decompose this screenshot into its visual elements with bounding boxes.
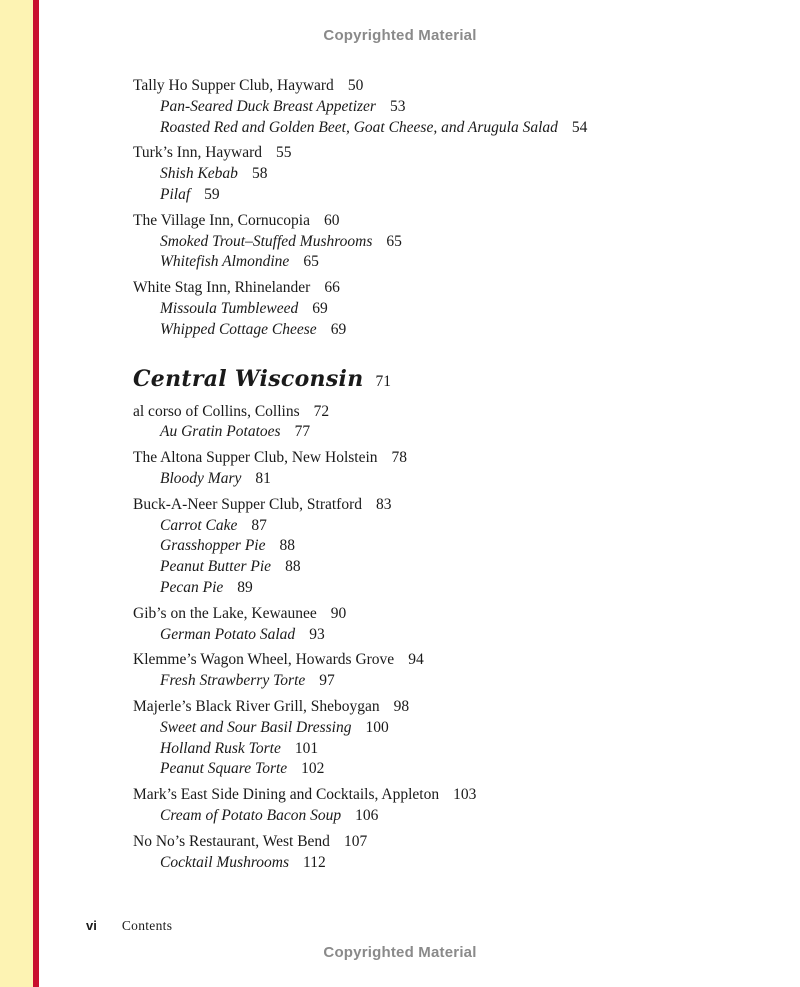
toc-entry-group [133, 402, 733, 444]
recipe-page: 88 [279, 537, 295, 555]
restaurant-page: 55 [276, 144, 292, 162]
watermark-bottom: Copyrighted Material [323, 944, 477, 961]
restaurant-entry [133, 76, 733, 97]
recipe-entry [133, 671, 733, 692]
restaurant-page: 66 [324, 279, 340, 297]
restaurant-name: No No’s Restaurant, West Bend [133, 832, 330, 850]
recipe-name: German Potato Salad [160, 625, 296, 643]
restaurant-name: White Stag Inn, Rhinelander [133, 279, 311, 297]
toc-entries-before [133, 76, 733, 341]
watermark-top: Copyrighted Material [323, 27, 477, 44]
restaurant-page: 83 [376, 495, 392, 513]
recipe-entry [133, 97, 733, 118]
restaurant-entry [133, 448, 733, 469]
restaurant-page: 94 [408, 651, 424, 669]
recipe-name: Shish Kebab [160, 165, 238, 183]
section-title: Central Wisconsin [133, 365, 364, 392]
recipe-name: Pecan Pie [160, 578, 224, 596]
restaurant-entry [133, 143, 733, 164]
recipe-name: Cocktail Mushrooms [160, 853, 290, 871]
recipe-page: 69 [330, 320, 347, 338]
restaurant-page: 72 [313, 402, 330, 420]
recipe-entry [133, 557, 733, 578]
recipe-entry [133, 536, 733, 557]
recipe-name: Carrot Cake [160, 516, 238, 534]
recipe-entry [133, 164, 733, 185]
recipe-name: Peanut Square Torte [160, 760, 288, 778]
toc-entry-group [133, 278, 733, 340]
section-heading [133, 366, 733, 396]
restaurant-entry [133, 697, 733, 718]
restaurant-entry [133, 785, 733, 806]
page-folio: vi [86, 918, 97, 933]
restaurant-name: The Altona Supper Club, New Holstein [133, 449, 378, 467]
recipe-page: 81 [255, 469, 271, 487]
toc-entry-group [133, 697, 733, 780]
recipe-name: Holland Rusk Torte [160, 739, 281, 757]
recipe-name: Roasted Red and Golden Beet, Goat Cheese, and Arugula Salad [160, 118, 558, 136]
red-margin-rule [33, 0, 39, 987]
recipe-name: Pan-Seared Duck Breast Appetizer [160, 97, 376, 115]
recipe-page: 106 [355, 806, 379, 824]
recipe-entry [133, 469, 733, 490]
restaurant-entry [133, 650, 733, 671]
restaurant-page: 50 [347, 77, 364, 94]
recipe-page: 102 [301, 760, 325, 778]
recipe-page: 59 [204, 185, 220, 203]
restaurant-page: 78 [391, 449, 408, 467]
toc-entry-group [133, 495, 733, 599]
restaurant-entry [133, 495, 733, 516]
restaurant-name: Buck-A-Neer Supper Club, Stratford [133, 495, 363, 513]
recipe-name: Missoula Tumbleweed [160, 299, 299, 317]
recipe-name: Grasshopper Pie [160, 537, 266, 555]
footer-label: Contents [121, 918, 173, 933]
recipe-name: Peanut Butter Pie [160, 558, 272, 576]
recipe-page: 53 [389, 97, 406, 115]
page-footer [86, 918, 172, 934]
recipe-entry [133, 516, 733, 537]
recipe-page: 65 [386, 232, 402, 250]
restaurant-entry [133, 211, 733, 232]
restaurant-page: 90 [330, 604, 347, 622]
recipe-name: Whipped Cottage Cheese [160, 320, 317, 338]
recipe-page: 100 [365, 718, 389, 736]
recipe-page: 97 [319, 672, 335, 690]
recipe-entry [133, 853, 733, 874]
recipe-entry [133, 422, 733, 443]
table-of-contents [133, 76, 733, 878]
toc-entries-after [133, 402, 733, 874]
recipe-entry [133, 299, 733, 320]
restaurant-page: 103 [453, 786, 477, 804]
toc-entry-group [133, 448, 733, 490]
recipe-name: Smoked Trout–Stuffed Mushrooms [160, 232, 373, 250]
recipe-entry [133, 806, 733, 827]
recipe-page: 77 [294, 423, 311, 441]
recipe-entry [133, 252, 733, 273]
recipe-entry [133, 739, 733, 760]
restaurant-name: Mark’s East Side Dining and Cocktails, Appleton [133, 786, 440, 804]
restaurant-page: 107 [343, 832, 368, 850]
recipe-page: 101 [294, 739, 319, 757]
recipe-entry [133, 320, 733, 341]
left-margin-band [0, 0, 33, 987]
recipe-entry [133, 759, 733, 780]
toc-entry-group [133, 785, 733, 827]
restaurant-page: 98 [393, 697, 410, 715]
toc-entry-group [133, 143, 733, 205]
section-page: 71 [375, 372, 391, 390]
restaurant-name: Gib’s on the Lake, Kewaunee [133, 604, 317, 622]
toc-entry-group [133, 211, 733, 273]
recipe-page: 89 [237, 578, 253, 596]
recipe-page: 65 [303, 253, 319, 271]
recipe-entry [133, 625, 733, 646]
recipe-entry [133, 718, 733, 739]
toc-entry-group [133, 76, 733, 138]
restaurant-entry [133, 604, 733, 625]
restaurant-name: Turk’s Inn, Hayward [133, 144, 263, 162]
restaurant-name: Klemme’s Wagon Wheel, Howards Grove [133, 651, 395, 669]
recipe-entry [133, 232, 733, 253]
recipe-page: 93 [309, 625, 325, 643]
recipe-name: Sweet and Sour Basil Dressing [160, 718, 352, 736]
toc-entry-group [133, 604, 733, 646]
recipe-name: Pilaf [160, 185, 191, 203]
restaurant-name: Tally Ho Supper Club, Hayward [133, 77, 334, 94]
restaurant-entry [133, 278, 733, 299]
recipe-name: Bloody Mary [160, 469, 242, 487]
recipe-entry [133, 578, 733, 599]
recipe-page: 88 [285, 558, 301, 576]
recipe-page: 87 [251, 516, 267, 534]
recipe-page: 58 [251, 165, 268, 183]
restaurant-entry [133, 402, 733, 423]
restaurant-page: 60 [324, 211, 340, 229]
recipe-name: Au Gratin Potatoes [160, 423, 281, 441]
toc-entry-group [133, 832, 733, 874]
recipe-page: 69 [312, 299, 328, 317]
restaurant-entry [133, 832, 733, 853]
recipe-name: Cream of Potato Bacon Soup [160, 806, 342, 824]
toc-entry-group [133, 650, 733, 692]
recipe-name: Whitefish Almondine [160, 253, 290, 271]
restaurant-name: Majerle’s Black River Grill, Sheboygan [133, 697, 380, 715]
recipe-entry [133, 118, 733, 139]
recipe-page: 112 [303, 853, 326, 871]
recipe-name: Fresh Strawberry Torte [160, 672, 306, 690]
restaurant-name: The Village Inn, Cornucopia [133, 211, 310, 229]
recipe-page: 54 [571, 118, 588, 136]
restaurant-name: al corso of Collins, Collins [133, 402, 300, 420]
recipe-entry [133, 185, 733, 206]
